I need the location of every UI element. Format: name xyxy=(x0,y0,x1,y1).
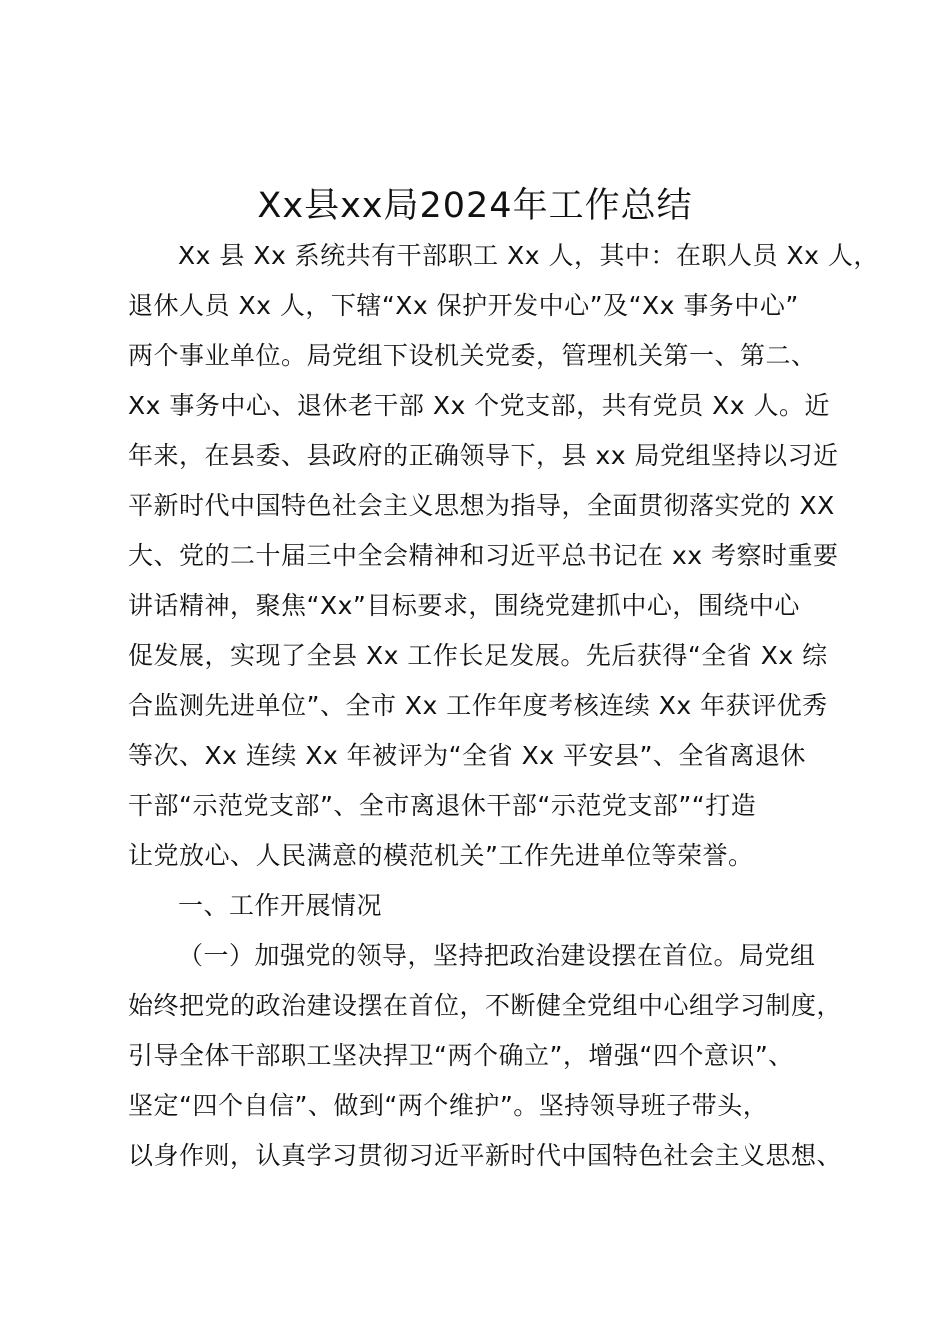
body-line: Xx 县 Xx 系统共有干部职工 Xx 人，其中：在职人员 Xx 人， xyxy=(178,241,879,270)
body-line: 引导全体干部职工坚决捍卫“两个确立”，增强“四个意识”、 xyxy=(128,1041,794,1070)
body-line: Xx 事务中心、退休老干部 Xx 个党支部，共有党员 Xx 人。近 xyxy=(128,391,830,420)
body-line: 始终把党的政治建设摆在首位，不断健全党组中心组学习制度， xyxy=(128,991,843,1020)
body-line: 两个事业单位。局党组下设机关党委，管理机关第一、第二、 xyxy=(128,341,817,370)
body-line: 坚定“四个自信”、做到“两个维护”。坚持领导班子带头， xyxy=(128,1091,769,1120)
body-line: 等次、Xx 连续 Xx 年被评为“全省 Xx 平安县”、全省离退休 xyxy=(128,741,806,770)
subsection-heading-line: （一）加强党的领导，坚持把政治建设摆在首位。局党组 xyxy=(178,941,816,970)
document-title: Xx县xx局2024年工作总结 xyxy=(257,186,693,226)
body-line: 平新时代中国特色社会主义思想为指导，全面贯彻落实党的 XX xyxy=(128,491,835,520)
body-line: 大、党的二十届三中全会精神和习近平总书记在 xx 考察时重要 xyxy=(128,541,839,570)
body-line: 干部“示范党支部”、全市离退休干部“示范党支部”“打造 xyxy=(128,791,757,820)
section-heading: 一、工作开展情况 xyxy=(178,891,383,920)
body-line: 年来，在县委、县政府的正确领导下，县 xx 局党组坚持以习近 xyxy=(128,441,839,470)
body-line: 让党放心、人民满意的模范机关”工作先进单位等荣誉。 xyxy=(128,841,754,870)
body-line: 退休人员 Xx 人，下辖“Xx 保护开发中心”及“Xx 事务中心” xyxy=(128,291,799,320)
body-line: 促发展，实现了全县 Xx 工作长足发展。先后获得“全省 Xx 综 xyxy=(128,641,828,670)
body-line: 合监测先进单位”、全市 Xx 工作年度考核连续 Xx 年获评优秀 xyxy=(128,691,828,720)
body-line: 以身作则，认真学习贯彻习近平新时代中国特色社会主义思想、 xyxy=(128,1141,843,1170)
body-line: 讲话精神，聚焦“Xx”目标要求，围绕党建抓中心，围绕中心 xyxy=(128,591,800,620)
